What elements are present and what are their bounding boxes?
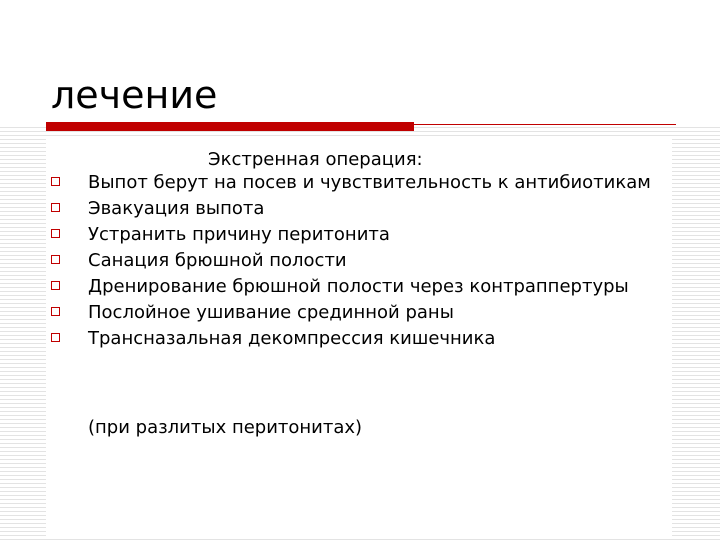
square-bullet-icon <box>51 307 60 316</box>
square-bullet-icon <box>51 177 60 186</box>
bullet-text: Эвакуация выпота <box>88 198 265 219</box>
bullet-note: (при разлитых перитонитах) <box>88 417 363 438</box>
bullet-item <box>48 329 668 349</box>
bullet-item <box>48 277 668 297</box>
bullet-text: Устранить причину перитонита <box>88 224 390 245</box>
square-bullet-icon <box>51 229 60 238</box>
bullet-text: Санация брюшной полости <box>88 250 347 271</box>
title-divider-thick <box>46 122 414 131</box>
bullet-item <box>48 251 668 271</box>
bullet-text: Послойное ушивание срединной раны <box>88 302 454 323</box>
bullet-item <box>48 173 668 193</box>
bullet-list <box>48 173 668 355</box>
square-bullet-icon <box>51 203 60 212</box>
bullet-item <box>48 225 668 245</box>
square-bullet-icon <box>51 255 60 264</box>
slide-title: лечение <box>51 73 218 117</box>
bullet-text: Дренирование брюшной полости через контраппертуры <box>88 276 629 297</box>
bullet-item <box>48 303 668 323</box>
slide-subtitle: Экстренная операция: <box>208 149 423 170</box>
bullet-text: Выпот берут на посев и чувствительность к антибиотикам <box>88 172 651 193</box>
square-bullet-icon <box>51 333 60 342</box>
bullet-item <box>48 199 668 219</box>
bullet-text: Трансназальная декомпрессия кишечника <box>88 328 496 349</box>
square-bullet-icon <box>51 281 60 290</box>
